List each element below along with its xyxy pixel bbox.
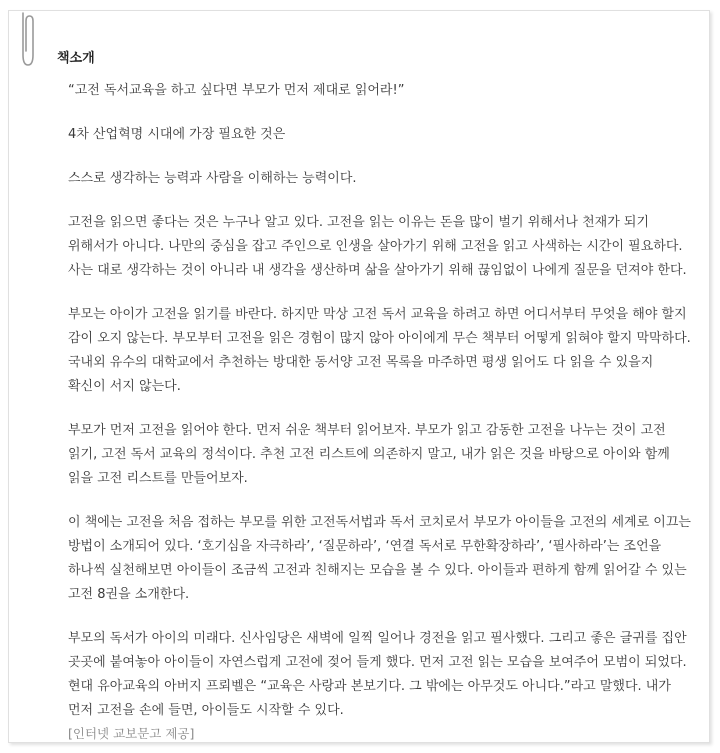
paragraph: 4차 산업혁명 시대에 가장 필요한 것은 (68, 127, 286, 142)
paragraph: 고전을 읽으면 좋다는 것은 누구나 알고 있다. 고전을 읽는 이유는 돈을 많이 벌기 위해서나 천재가 되기 위해서가 아니다. 나만의 중심을 잡고 주인으로 인생을 살아가기 위해 고전을 읽고 사색하는 시간이 필요하다. 사는 대로 생각하는 것이 아니라 내 생각을 생산하며 삶을 살아가기 위해 끊임없이 나에게 질문을 던져야 한다. (68, 215, 687, 278)
paragraph: 이 책에는 고전을 처음 접하는 부모를 위한 고전독서법과 독서 코치로서 부모가 아이들을 고전의 세계로 이끄는 방법이 소개되어 있다. ‘호기심을 자극하라’, ‘질문하라’, ‘연결 독서로 무한확장하라’, ‘필사하라’는 조언을 하나씩 실천해보면 아이들이 조금씩 고전과 친해지는 모습을 볼 수 있다. 아이들과 편하게 함께 읽어갈 수 있는 고전 8권을 소개한다. (68, 515, 691, 602)
paragraph: 부모가 먼저 고전을 읽어야 한다. 먼저 쉬운 책부터 읽어보자. 부모가 읽고 감동한 고전을 나누는 것이 고전 읽기, 고전 독서 교육의 정석이다. 추천 고전 리스트에 의존하지 말고, 내가 읽은 것을 바탕으로 아이와 함께 읽을 고전 리스트를 만들어보자. (68, 423, 670, 486)
book-intro-card (8, 10, 710, 743)
paragraph: 부모는 아이가 고전을 읽기를 바란다. 하지만 막상 고전 독서 교육을 하려고 하면 어디서부터 무엇을 해야 할지 감이 오지 않는다. 부모부터 고전을 읽은 경험이 많지 않아 아이에게 무슨 책부터 어떻게 읽혀야 할지 막막하다. 국내외 유수의 대학교에서 추천하는 방대한 동서양 고전 목록을 마주하면 평생 읽어도 다 읽을 수 있을지 확신이 서지 않는다. (68, 307, 691, 394)
paperclip-icon (18, 11, 36, 69)
paragraph: 부모의 독서가 아이의 미래다. 신사임당은 새벽에 일찍 일어나 경전을 읽고 필사했다. 그리고 좋은 글귀를 집안 곳곳에 붙여놓아 아이들이 자연스럽게 고전에 젖어 들게 했다. 먼저 고전 읽는 모습을 보여주어 모범이 되었다. 현대 유아교육의 아버지 프뢰벨은 “교육은 사랑과 본보기다. 그 밖에는 아무것도 아니다.”라고 말했다. 내가 먼저 고전을 손에 들면, 아이들도 시작할 수 있다. (68, 631, 687, 718)
section-title: 책소개 (57, 51, 95, 66)
paragraph: 스스로 생각하는 능력과 사람을 이해하는 능력이다. (68, 171, 357, 186)
intro-body (68, 79, 693, 743)
intro-quote: “고전 독서교육을 하고 싶다면 부모가 먼저 제대로 읽어라!” (68, 83, 405, 98)
source-note: [인터넷 교보문고 제공] (68, 726, 195, 741)
